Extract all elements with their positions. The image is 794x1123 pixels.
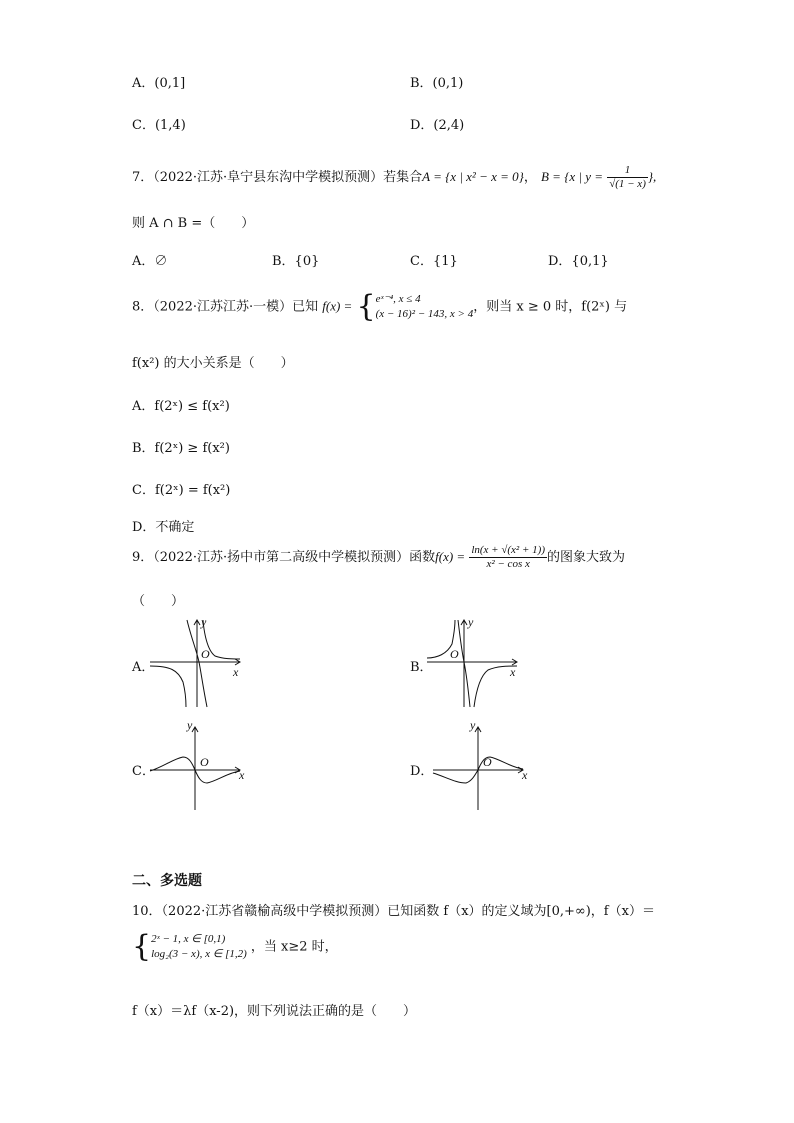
q9-prefix: 9．（2022·江苏·扬中市第二高级中学模拟预测）函数: [132, 550, 436, 565]
q9-graph-d: [428, 715, 533, 815]
q9-option-b-label: B．: [410, 660, 433, 675]
graph-c-origin: O: [200, 755, 209, 769]
q9-fx: f(x) =: [435, 549, 466, 564]
graph-a-x-label: x: [233, 665, 239, 679]
q9-frac-num: ln(x + √(x² + 1)): [471, 544, 545, 556]
q7-comma: ，: [523, 170, 537, 185]
graph-d-x-label: x: [522, 768, 528, 782]
q6-option-b: B．(0,1): [410, 76, 464, 91]
q9-graph-b: [422, 612, 522, 712]
graph-a-origin: O: [201, 647, 210, 661]
q8-suffix: ，则当 x ≥ 0 时，f(2ˣ) 与: [473, 299, 628, 315]
q8-option-c: C．f(2ˣ) = f(x²): [132, 483, 231, 498]
section-title: 二、多选题: [132, 873, 202, 889]
q10-line3: f（x）＝λf（x-2)，则下列说法正确的是（ ）: [132, 1004, 417, 1019]
q8-stem: [132, 289, 628, 324]
q8-option-b: B．f(2ˣ) ≥ f(x²): [132, 441, 230, 456]
q8-option-d: D．不确定: [132, 520, 195, 535]
q8-prefix: 8．（2022·江苏江苏·一模）已知: [132, 299, 319, 315]
graph-b-origin: O: [450, 647, 459, 661]
q8-line2: f(x²) 的大小关系是（ ）: [132, 356, 294, 371]
q8-piece1: eˣ⁻⁴, x ≤ 4: [375, 293, 421, 305]
q10-after: ，当 x≥2 时，: [250, 939, 338, 955]
q7-option-c: C．{1}: [410, 254, 458, 269]
q10-piece2: log₂(3 − x), x ∈ [1,2): [151, 948, 247, 960]
q7-option-b: B．{0}: [272, 254, 320, 269]
graph-c-x-label: x: [239, 768, 245, 782]
graph-b-y-label: y: [468, 615, 474, 629]
q7-stem: [132, 164, 656, 191]
q8-fx: f(x) =: [322, 298, 353, 314]
q7-line2: 则 A ∩ B =（ ）: [132, 216, 255, 231]
q7-frac-den: √(1 − x): [609, 178, 646, 190]
q9-fraction: [469, 544, 547, 571]
q8-brace: {: [356, 289, 376, 324]
q10-piecewise-row: [132, 929, 338, 964]
graph-a-y-label: y: [201, 615, 207, 629]
q7-option-a: A．∅: [132, 254, 168, 269]
q7-set-a: A = {x | x² − x = 0}: [422, 169, 524, 184]
q10-brace: {: [132, 929, 152, 964]
q10-line1: 10．（2022·江苏省赣榆高级中学模拟预测）已知函数 f（x）的定义域为[0,+∞)，f（x）＝: [132, 904, 655, 919]
q7-set-b-lhs: B = {x | y =: [540, 169, 604, 184]
graph-a-left-branch: [150, 666, 186, 707]
q9-frac-den: x² − cos x: [486, 558, 530, 570]
q9-option-d-label: D．: [410, 764, 434, 779]
q9-line2: （ ）: [132, 594, 185, 609]
q6-option-a: A．(0,1]: [132, 76, 186, 91]
graph-c-y-label: y: [187, 718, 193, 732]
q6-option-c: C．(1,4): [132, 118, 186, 133]
q7-prefix: 7．（2022·江苏·阜宁县东沟中学模拟预测）若集合: [132, 170, 423, 185]
q8-piece2: (x − 16)² − 143, x > 4: [375, 308, 474, 320]
q10-piecewise: [151, 932, 247, 962]
graph-b-x-label: x: [510, 665, 516, 679]
graph-d-origin: O: [483, 755, 492, 769]
q7-set-b-rhs: },: [647, 169, 657, 184]
graph-d-y-label: y: [470, 718, 476, 732]
q9-option-c-label: C．: [132, 764, 155, 779]
q7-option-d: D．{0,1}: [548, 254, 609, 269]
q9-stem: [132, 544, 625, 571]
q9-graph-c: [145, 715, 250, 815]
q6-option-d: D．(2,4): [410, 118, 465, 133]
q7-frac-num: 1: [607, 164, 648, 178]
q8-piecewise: [376, 292, 474, 322]
q7-fraction: [607, 164, 648, 191]
q10-piece1: 2ˣ − 1, x ∈ [0,1): [151, 933, 226, 945]
q9-option-a-label: A．: [132, 660, 155, 675]
q9-suffix: 的图象大致为: [546, 550, 625, 565]
q8-option-a: A．f(2ˣ) ≤ f(x²): [132, 399, 230, 414]
q9-graph-a: [145, 612, 245, 712]
